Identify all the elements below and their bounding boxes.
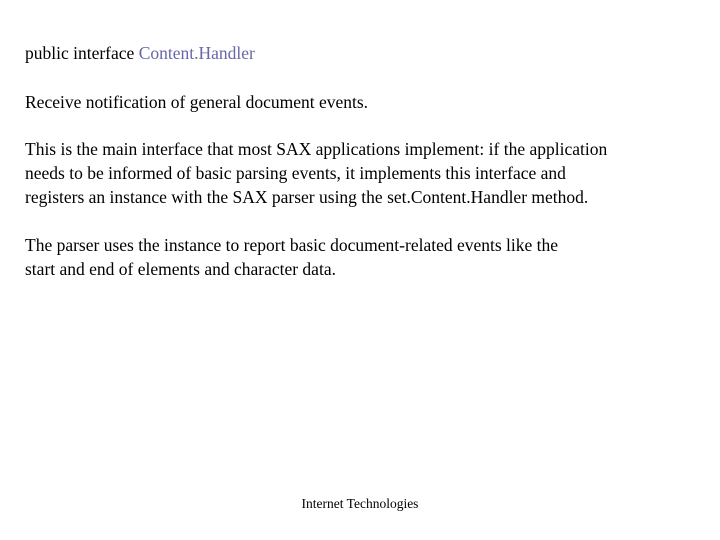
interface-type-name: Content.Handler (138, 43, 255, 63)
paragraph-line: start and end of elements and character data. (25, 259, 336, 279)
summary-paragraph (25, 90, 705, 114)
usage-paragraph (25, 233, 705, 281)
declaration-keywords: public interface (25, 43, 139, 63)
slide-footer: Internet Technologies (301, 496, 419, 511)
paragraph-line: This is the main interface that most SAX applications implement: if the application (25, 139, 608, 159)
interface-declaration (25, 42, 255, 64)
paragraph-line: registers an instance with the SAX parser using the set.Content.Handler method. (25, 187, 589, 207)
description-paragraph (25, 137, 705, 209)
paragraph-line: needs to be informed of basic parsing events, it implements this interface and (25, 163, 566, 183)
paragraph-line: Receive notification of general document events. (25, 92, 369, 112)
paragraph-line: The parser uses the instance to report basic document-related events like the (25, 235, 559, 255)
